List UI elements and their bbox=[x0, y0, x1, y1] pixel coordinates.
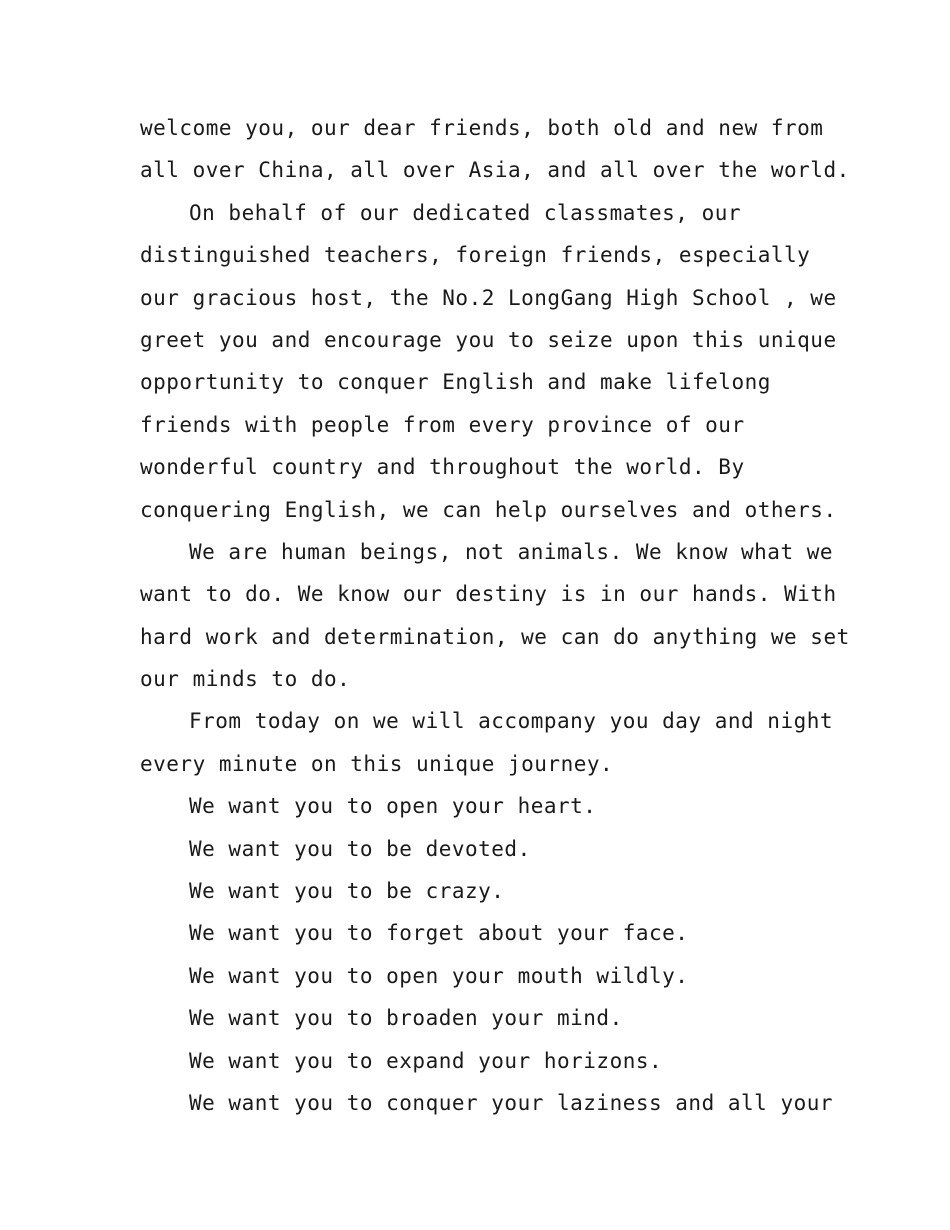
text-line: hard work and determination, we can do anything we set bbox=[140, 624, 850, 649]
document-body bbox=[140, 107, 850, 1124]
text-line: welcome you, our dear friends, both old and new from bbox=[140, 116, 824, 140]
text-line: our gracious host, the No.2 LongGang High School , we bbox=[140, 285, 837, 310]
text-line: our minds to do. bbox=[140, 667, 351, 692]
text-line: wonderful country and throughout the world. By bbox=[140, 455, 745, 480]
text-line: We want you to broaden your mind. bbox=[189, 1006, 623, 1031]
text-line: every minute on this unique journey. bbox=[140, 751, 614, 776]
text-line: We are human beings, not animals. We know what we bbox=[189, 539, 834, 564]
text-line: We want you to conquer your laziness and all your bbox=[189, 1090, 834, 1115]
text-line: We want you to be devoted. bbox=[189, 836, 531, 861]
text-line: want to do. We know our destiny is in our hands. With bbox=[140, 582, 837, 607]
text-line: friends with people from every province of our bbox=[140, 412, 745, 437]
text-line: opportunity to conquer English and make lifelong bbox=[140, 370, 771, 395]
text-line: On behalf of our dedicated classmates, our bbox=[189, 200, 742, 225]
text-line: We want you to open your mouth wildly. bbox=[189, 963, 689, 988]
text-line: We want you to open your heart. bbox=[189, 794, 597, 819]
text-line: conquering English, we can help ourselves and others. bbox=[140, 497, 837, 522]
text-line: distinguished teachers, foreign friends, especially bbox=[140, 243, 811, 268]
text-line: We want you to be crazy. bbox=[189, 879, 505, 904]
text-line: greet you and encourage you to seize upon this unique bbox=[140, 327, 837, 352]
text-line: all over China, all over Asia, and all over the world. bbox=[140, 158, 850, 183]
text-line: We want you to forget about your face. bbox=[189, 921, 689, 946]
text-line: From today on we will accompany you day and night bbox=[189, 709, 834, 734]
text-line: We want you to expand your horizons. bbox=[189, 1048, 663, 1073]
